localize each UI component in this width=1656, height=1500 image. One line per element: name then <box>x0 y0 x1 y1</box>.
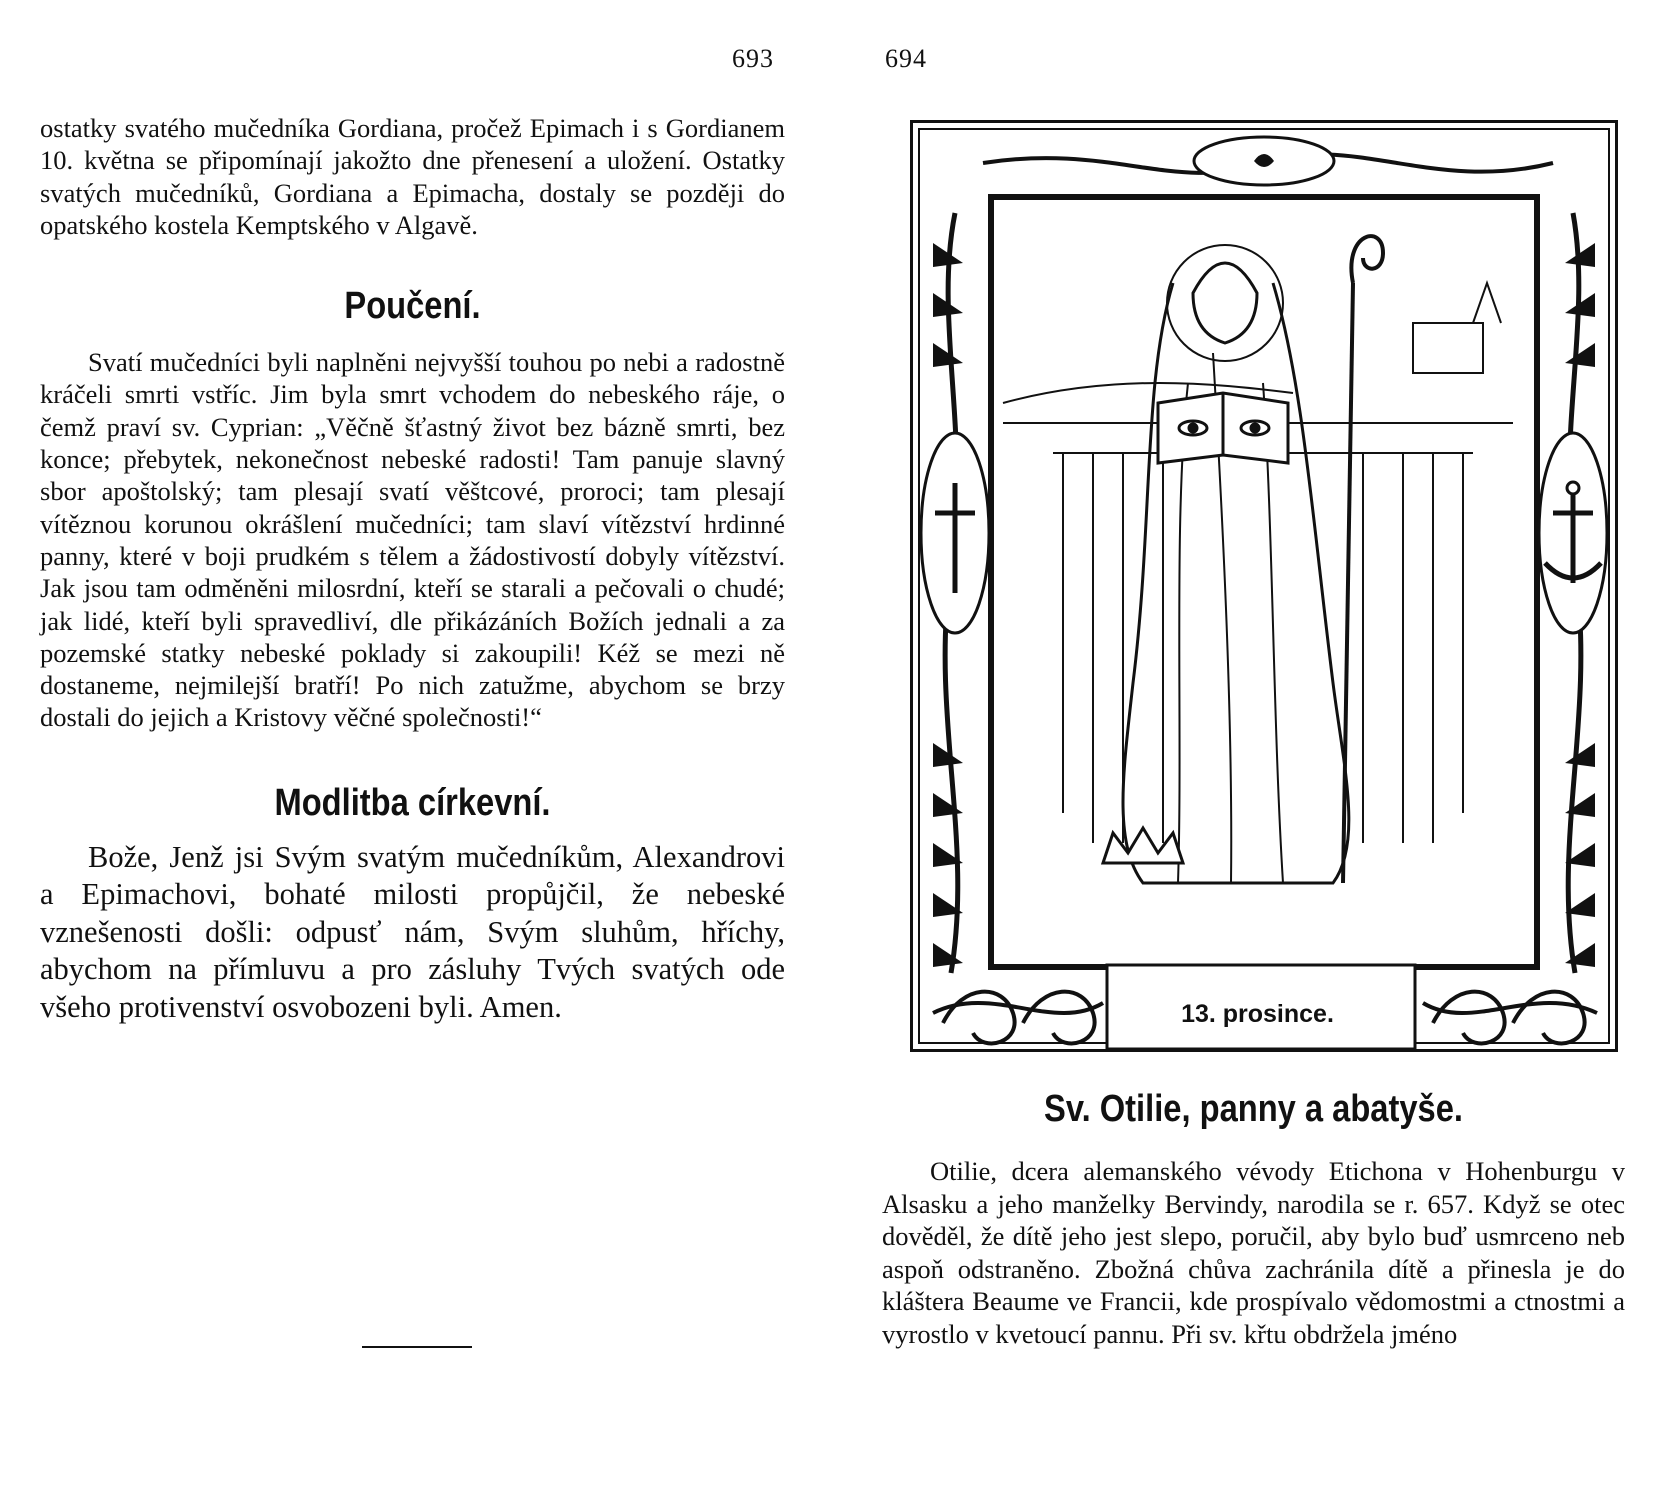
book-with-eyes <box>1158 393 1288 463</box>
otilie-paragraph: Otilie, dcera alemanského vévody Etichona v Hohenburgu v Alsasku a jeho manželky Bervindy, narodila se r. 657. Když se otec dověděl, že dítě jeho jest slepo, poručil, aby bylo buď usmrceno neb aspoň odstraněno. Zbožná chůva zachránila dítě a přinesla je do kláštera Beaume ve Francii, kde prospívalo vědomostmi a ctnostmi a vyrostlo v kvetoucí pannu. Při sv. křtu obdržela jméno <box>882 1156 1625 1349</box>
right-page-column <box>882 1155 1625 1351</box>
instruction-paragraph: Svatí mučedníci byli naplněni nejvyšší touhou po nebi a radostně kráčeli smrti vstříc. Jim byla smrt vchodem do nebeského ráje, o čemž praví sv. Cyprian: „Věčně šťastný život bez bázně smrti, bez konce; přebytek, nekonečnost nebeské radosti! Tam panuje slavný sbor apoštolský; tam plesají svatí věštcové, proroci; tam plesají vítěznou korunou okrášlení mučedníci; tam slaví vítězství hrdinné panny, které v boji prudkém s tělem a žádostivostí dobyly vítězství. Jak jsou tam odměněni milosrdní, kteří se starali a pečovali o chudé; jak lidé, kteří byli spravedliví, dle přikázáních Božích jednali a za pozemské statky nebeské poklady si zakoupili! Kéž se mezi ně dostaneme, nejmilejší bratří! Po nich zatužme, abychom se brzy dostali do jejich a Kristovy věčné společnosti!“ <box>40 347 785 733</box>
crown <box>1103 828 1183 863</box>
illustration-artwork <box>913 123 1615 1049</box>
page-number-right: 694 <box>885 44 927 73</box>
section-divider <box>362 1346 472 1348</box>
illustration-caption: 13. prosince. <box>1181 1000 1334 1028</box>
left-page-column <box>40 112 785 1026</box>
prayer-paragraph: Bože, Jenž jsi Svým svatým mučedníkům, Alexandrovi a Epimachovi, bohaté milosti propůjčil, že nebeské vznešenosti došli: odpusť nám, Svým sluhům, hříchy, abychom na přímluvu a pro zásluhy Tvých svatých ode všeho protivenství osvobozeni byli. Amen. <box>40 839 785 1024</box>
saint-illustration <box>910 120 1618 1052</box>
heading-prayer: Modlitba církevní. <box>274 781 551 824</box>
saint-title: Sv. Otilie, panny a abatyše. <box>1044 1088 1463 1130</box>
page-number-left: 693 <box>732 44 774 73</box>
heading-instruction: Poučení. <box>344 285 481 328</box>
intro-paragraph: ostatky svatého mučedníka Gordiana, pročež Epimach i s Gordianem 10. května se připomínají jakožto dne přenesení a uložení. Ostatky svatých mučedníků, Gordiana a Epimacha, dostaly se později do opatského kostela Kemptského v Algavě. <box>40 113 785 240</box>
